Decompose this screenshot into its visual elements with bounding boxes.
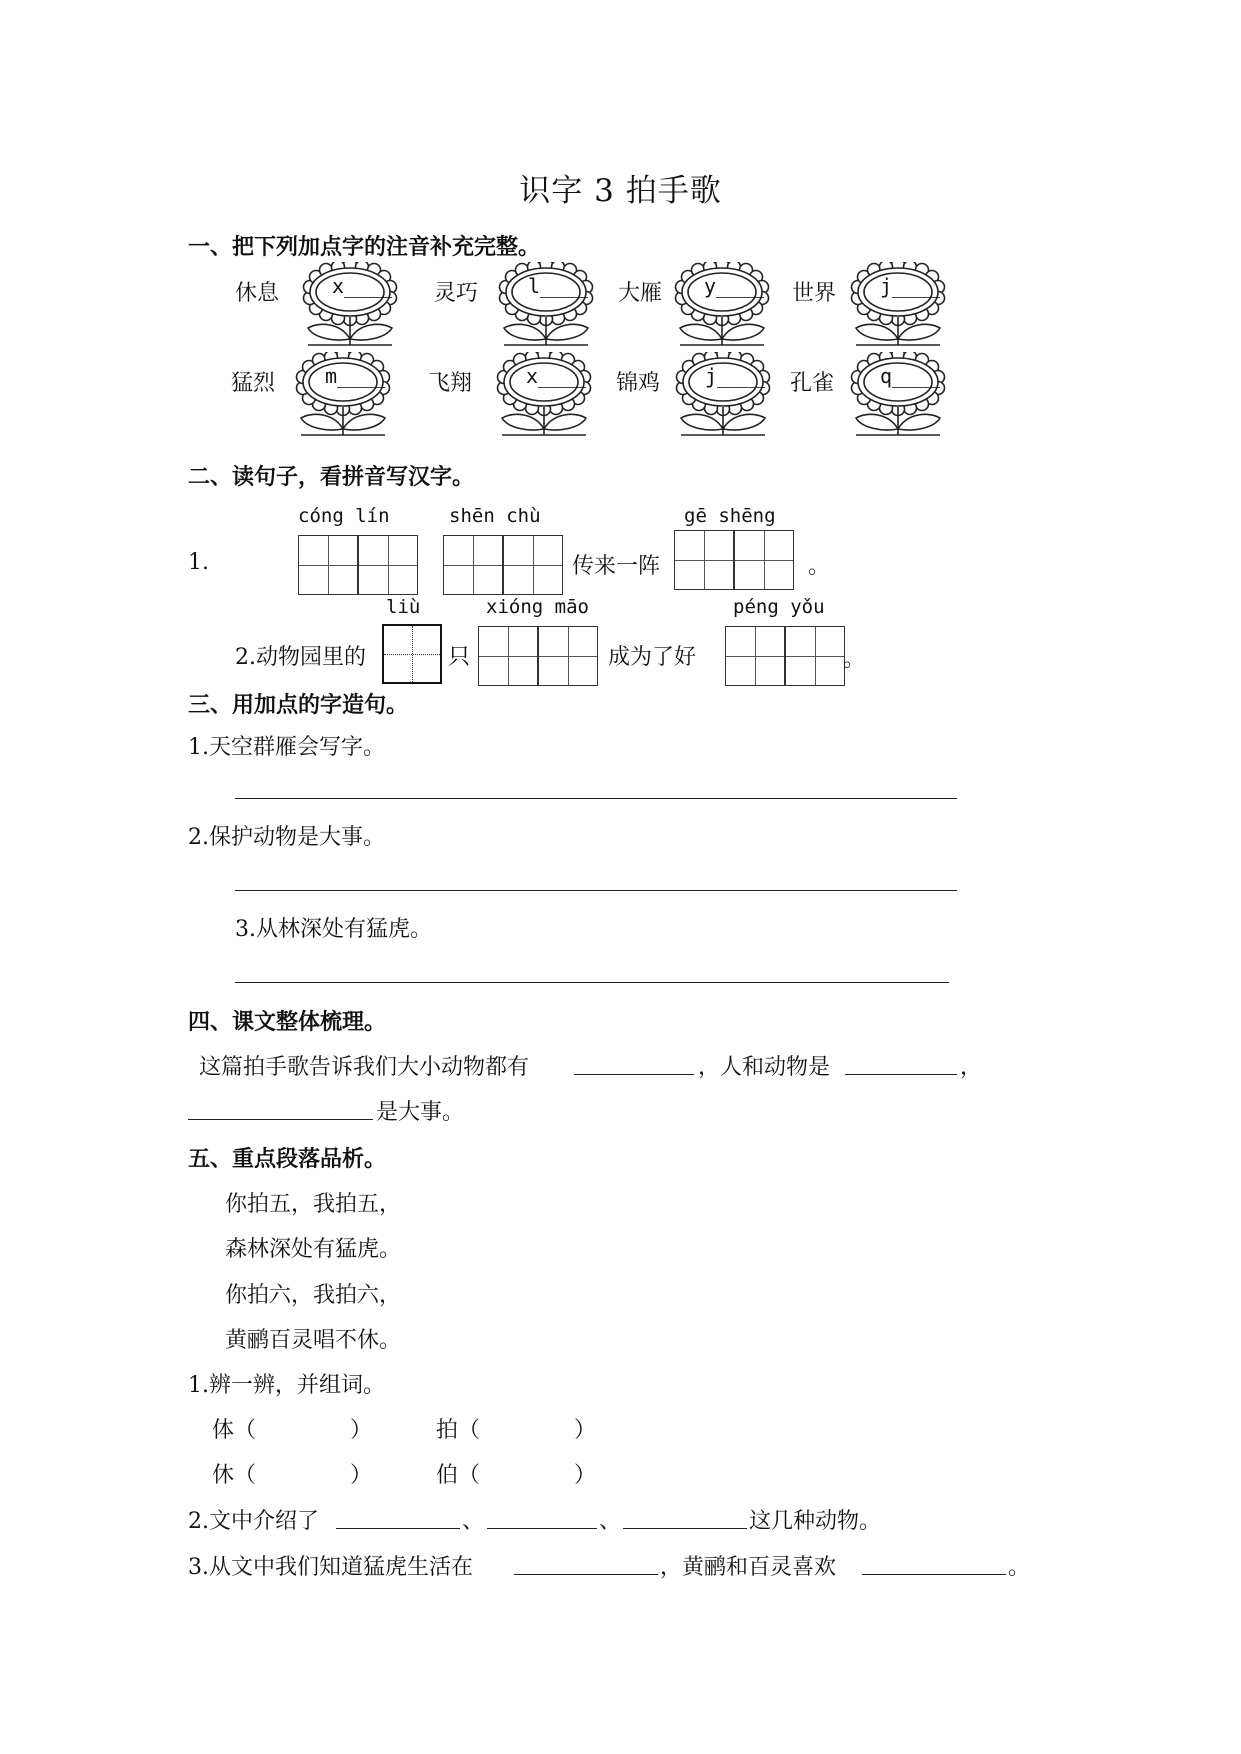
char-box[interactable] bbox=[538, 626, 598, 686]
flower-word-2: 灵巧 bbox=[434, 281, 479, 306]
section-1-heading: 一、把下列加点字的注音补充完整。 bbox=[188, 235, 541, 260]
q4-text-1: 这篇拍手歌告诉我们大小动物都有 bbox=[199, 1055, 530, 1080]
answer-blank[interactable] bbox=[336, 1528, 460, 1529]
answer-blank[interactable] bbox=[514, 1574, 658, 1575]
poem-line: 森林深处有猛虎。 bbox=[225, 1237, 402, 1262]
q4-text-2: ，人和动物是 bbox=[698, 1055, 831, 1080]
q5-item-2-sep: 、 bbox=[462, 1509, 485, 1534]
char-box[interactable] bbox=[298, 535, 358, 595]
answer-blank[interactable] bbox=[845, 1074, 957, 1075]
pair-a-2[interactable]: 休（ bbox=[212, 1463, 257, 1488]
flower-word-1: 休息 bbox=[235, 281, 280, 306]
q2-text-zhi: 只 bbox=[448, 645, 471, 670]
poem-line: 你拍五，我拍五， bbox=[225, 1192, 402, 1217]
char-box[interactable] bbox=[674, 530, 734, 590]
pinyin-xiongmao: xióng māo bbox=[486, 596, 589, 618]
q5-item-3-end: 。 bbox=[1008, 1555, 1031, 1580]
flower-word-3: 大雁 bbox=[618, 281, 663, 306]
pinyin-liu: liù bbox=[386, 596, 421, 618]
flower-blank-3[interactable]: y____ bbox=[672, 262, 772, 346]
flower-word-4: 世界 bbox=[792, 281, 837, 306]
q5-item-3-mid: ，黄鹂和百灵喜欢 bbox=[660, 1555, 837, 1580]
flower-blank-5[interactable]: m____ bbox=[293, 352, 393, 436]
char-box[interactable] bbox=[478, 626, 538, 686]
pinyin-shenchu: shēn chù bbox=[449, 505, 541, 527]
answer-line[interactable] bbox=[235, 982, 949, 983]
q4-text-4: 是大事。 bbox=[376, 1100, 465, 1125]
section-5-heading: 五、重点段落品析。 bbox=[188, 1147, 387, 1172]
char-box[interactable] bbox=[725, 626, 785, 686]
q2-text-chengweilehao: 成为了好 bbox=[608, 645, 697, 670]
char-box[interactable] bbox=[503, 535, 563, 595]
q2-text-chuanlaiyizhen: 传来一阵 bbox=[572, 554, 661, 579]
pair-b-1-end: ） bbox=[574, 1418, 597, 1443]
answer-blank[interactable] bbox=[862, 1574, 1006, 1575]
pair-b-2-end: ） bbox=[574, 1463, 597, 1488]
pinyin-pengyou: péng yǒu bbox=[733, 596, 825, 618]
q5-item-2-end: 这几种动物。 bbox=[749, 1509, 882, 1534]
answer-line[interactable] bbox=[235, 798, 957, 799]
flower-blank-1[interactable]: x____ bbox=[300, 262, 400, 346]
pair-a-2-end: ） bbox=[350, 1463, 373, 1488]
flower-blank-6[interactable]: x____ bbox=[494, 352, 594, 436]
pair-b-2[interactable]: 伯（ bbox=[436, 1463, 481, 1488]
flower-blank-2[interactable]: l____ bbox=[496, 262, 596, 346]
section-2-heading: 二、读句子，看拼音写汉字。 bbox=[188, 465, 475, 490]
flower-word-6: 飞翔 bbox=[428, 371, 473, 396]
q2-item-2-prefix: 2.动物园里的 bbox=[235, 645, 366, 670]
char-box[interactable] bbox=[382, 624, 442, 684]
flower-blank-8[interactable]: q____ bbox=[848, 352, 948, 436]
page-title: 识字 3 拍手歌 bbox=[519, 173, 722, 209]
answer-blank[interactable] bbox=[487, 1528, 597, 1529]
q2-end-punct-2: 。 bbox=[843, 647, 866, 672]
pinyin-conglin: cóng lín bbox=[298, 505, 390, 527]
flower-word-7: 锦鸡 bbox=[616, 371, 661, 396]
q4-text-3: ， bbox=[960, 1055, 983, 1080]
flower-word-8: 孔雀 bbox=[790, 371, 835, 396]
pinyin-gesheng: gē shēng bbox=[684, 505, 776, 527]
q3-item-2: 2.保护动物是大事。 bbox=[188, 825, 385, 850]
q5-item-2-sep: 、 bbox=[599, 1509, 622, 1534]
char-box[interactable] bbox=[785, 626, 845, 686]
char-box[interactable] bbox=[734, 530, 794, 590]
answer-blank[interactable] bbox=[188, 1119, 373, 1120]
flower-blank-4[interactable]: j____ bbox=[848, 262, 948, 346]
answer-blank[interactable] bbox=[574, 1074, 694, 1075]
q2-end-punct-1: 。 bbox=[808, 554, 831, 579]
char-box[interactable] bbox=[358, 535, 418, 595]
poem-line: 你拍六，我拍六， bbox=[225, 1283, 402, 1308]
poem-line: 黄鹂百灵唱不休。 bbox=[225, 1328, 402, 1353]
answer-blank[interactable] bbox=[623, 1528, 747, 1529]
q2-item-1-number: 1. bbox=[188, 550, 209, 575]
q5-item-3-start: 3.从文中我们知道猛虎生活在 bbox=[188, 1555, 473, 1580]
section-3-heading: 三、用加点的字造句。 bbox=[188, 693, 409, 718]
q5-item-2-start: 2.文中介绍了 bbox=[188, 1509, 319, 1534]
pair-a-1[interactable]: 体（ bbox=[212, 1418, 257, 1443]
q3-item-3: 3.从林深处有猛虎。 bbox=[235, 917, 432, 942]
flower-blank-7[interactable]: j____ bbox=[673, 352, 773, 436]
q3-item-1: 1.天空群雁会写字。 bbox=[188, 735, 385, 760]
pair-a-1-end: ） bbox=[350, 1418, 373, 1443]
q5-item-1: 1.辨一辨，并组词。 bbox=[188, 1373, 385, 1398]
section-4-heading: 四、课文整体梳理。 bbox=[188, 1010, 387, 1035]
flower-word-5: 猛烈 bbox=[231, 371, 276, 396]
char-box[interactable] bbox=[443, 535, 503, 595]
pair-b-1[interactable]: 拍（ bbox=[436, 1418, 481, 1443]
answer-line[interactable] bbox=[235, 890, 957, 891]
